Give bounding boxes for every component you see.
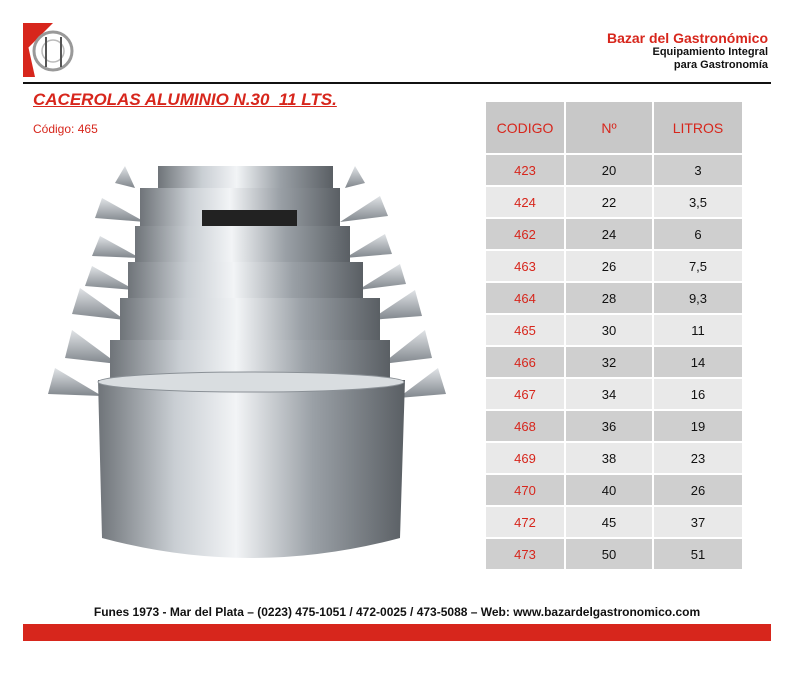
column-header-numero: Nº [565, 102, 653, 154]
footer-bar [23, 624, 771, 641]
table-row [486, 218, 743, 250]
cell-codigo: 462 [486, 218, 565, 250]
table-row [486, 314, 743, 346]
product-code [33, 122, 98, 136]
cell-numero: 32 [565, 346, 653, 378]
brand-tagline-2: para Gastronomía [673, 59, 768, 71]
table-row [486, 538, 743, 570]
cell-codigo: 467 [486, 378, 565, 410]
cell-numero: 28 [565, 282, 653, 314]
cell-codigo: 473 [486, 538, 565, 570]
cell-litros: 7,5 [653, 250, 743, 282]
cell-litros: 51 [653, 538, 743, 570]
table-row [486, 250, 743, 282]
cell-litros: 9,3 [653, 282, 743, 314]
cell-numero: 22 [565, 186, 653, 218]
cell-numero: 38 [565, 442, 653, 474]
cell-numero: 20 [565, 154, 653, 186]
cell-litros: 26 [653, 474, 743, 506]
cell-numero: 36 [565, 410, 653, 442]
cell-litros: 37 [653, 506, 743, 538]
cell-codigo: 472 [486, 506, 565, 538]
table-row [486, 186, 743, 218]
cell-numero: 24 [565, 218, 653, 250]
cell-litros: 6 [653, 218, 743, 250]
cell-codigo: 424 [486, 186, 565, 218]
cell-numero: 50 [565, 538, 653, 570]
column-header-codigo: CODIGO [486, 102, 565, 154]
cell-litros: 3,5 [653, 186, 743, 218]
cell-numero: 45 [565, 506, 653, 538]
table-row [486, 378, 743, 410]
product-title: CACEROLAS ALUMINIO N.30 11 LTS. [33, 90, 337, 109]
product-code-value: 465 [77, 122, 98, 136]
product-sizes-table [486, 102, 744, 571]
header-divider [23, 82, 771, 84]
table-row [486, 442, 743, 474]
cell-codigo: 465 [486, 314, 565, 346]
cell-codigo: 469 [486, 442, 565, 474]
table-row [486, 410, 743, 442]
table-row [486, 346, 743, 378]
cell-codigo: 423 [486, 154, 565, 186]
cell-numero: 40 [565, 474, 653, 506]
cell-numero: 34 [565, 378, 653, 410]
product-code-label: Código: [33, 122, 75, 136]
cell-litros: 16 [653, 378, 743, 410]
cell-codigo: 466 [486, 346, 565, 378]
table-header-row [486, 102, 743, 154]
table-row [486, 154, 743, 186]
pot-stack-illustration [48, 166, 446, 558]
table-row [486, 474, 743, 506]
product-photo [40, 158, 460, 578]
brand-tagline-1: Equipamiento Integral [652, 46, 768, 58]
table-row [486, 282, 743, 314]
cell-numero: 30 [565, 314, 653, 346]
column-header-litros: LITROS [653, 102, 743, 154]
cell-litros: 23 [653, 442, 743, 474]
brand-logo [23, 23, 77, 77]
cell-codigo: 468 [486, 410, 565, 442]
brand-block [607, 30, 768, 72]
cell-litros: 14 [653, 346, 743, 378]
table-row [486, 506, 743, 538]
cell-numero: 26 [565, 250, 653, 282]
cell-codigo: 464 [486, 282, 565, 314]
cell-codigo: 470 [486, 474, 565, 506]
cell-litros: 19 [653, 410, 743, 442]
cell-codigo: 463 [486, 250, 565, 282]
footer-contact: Funes 1973 - Mar del Plata – (0223) 475-1051 / 472-0025 / 473-5088 – Web: www.bazardelgastronomico.com [93, 605, 701, 619]
cell-litros: 11 [653, 314, 743, 346]
brand-name: Bazar del Gastronómico [606, 30, 768, 46]
cell-litros: 3 [653, 154, 743, 186]
